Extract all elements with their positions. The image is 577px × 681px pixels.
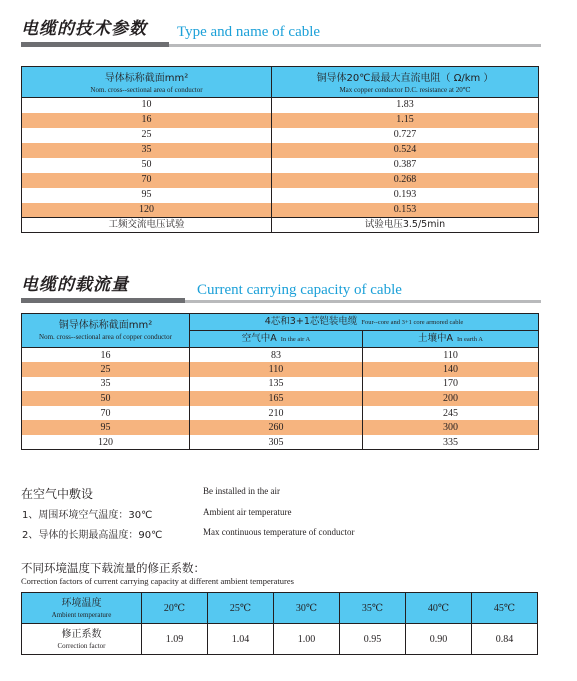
row-label-factor [22,624,142,655]
header-label-en: Nom. cross--sectional area of copper conductor [39,333,172,341]
note-ambient-temp-en: Ambient air temperature [203,507,292,517]
cell-resistance: 1.83 [272,98,539,113]
cell-area: 16 [22,113,272,128]
table-row [22,406,539,421]
cell-area: 70 [22,173,272,188]
correction-title: 不同环境温度下载流量的修正系数： [21,561,205,575]
section-title-en: Current carrying capacity of cable [197,282,402,298]
factor-cell: 1.09 [142,624,208,655]
header-cell-earth [363,331,539,348]
section-heading-capacity [21,270,541,306]
capacity-table [21,313,539,450]
cell-resistance: 0.268 [272,173,539,188]
header-label-zh: 4芯和3+1芯铠装电缆 [264,316,358,327]
cell-area: 35 [22,377,190,392]
header-label-zh: 铜导体标称截面mm² [58,320,153,331]
section-title-zh: 电缆的载流量 [21,275,129,295]
table-row [22,188,539,203]
table-row [22,435,539,450]
row-label-zh: 修正系数 [61,628,102,640]
cell-resistance: 0.153 [272,203,539,218]
table-row [22,173,539,188]
header-cell-air [190,331,363,348]
test-voltage-row [22,218,539,233]
table-row [22,348,539,363]
cell-earth: 110 [363,348,539,363]
section-heading-technical [21,14,541,50]
cell-earth: 170 [363,377,539,392]
factor-cell: 1.04 [208,624,274,655]
installation-title: 在空气中敷设 [21,487,94,501]
row-label-en: Ambient temperature [51,610,112,619]
cell-area: 95 [22,420,190,435]
header-label-en: Max copper conductor D.C. resistance at 20℃ [339,85,471,94]
cell-resistance: 0.727 [272,128,539,143]
table-row [22,158,539,173]
resistance-table [21,66,539,233]
temp-cell: 20℃ [142,593,208,624]
row-label-en: Correction factor [57,641,106,650]
cell-air: 110 [190,362,363,377]
table-row [22,113,539,128]
row-label-temperature [22,593,142,624]
cell-area: 25 [22,128,272,143]
note-ambient-temp: 1、周围环境空气温度：30℃ [22,510,153,521]
cell-area: 50 [22,391,190,406]
heading-underline-light [169,44,541,47]
temp-cell: 45℃ [472,593,538,624]
heading-underline-light [185,300,541,303]
cell-air: 210 [190,406,363,421]
temperature-row [22,593,538,624]
header-cell-area [22,314,190,348]
cell-area: 50 [22,158,272,173]
header-cell-resistance [272,67,539,98]
temp-cell: 25℃ [208,593,274,624]
header-cell-area [22,67,272,98]
header-label-zh: 铜导体20℃最最大直流电阻（ Ω/km ） [316,72,494,84]
note-conductor-temp: 2、导体的长期最高温度：90℃ [22,530,163,541]
installation-title-en: Be installed in the air [203,486,280,496]
header-label-zh: 土壤中A [418,333,453,344]
header-cell-cable-type [190,314,539,331]
heading-underline [21,298,185,303]
factor-cell: 1.00 [274,624,340,655]
test-label: 工频交流电压试验 [22,218,272,233]
cell-air: 83 [190,348,363,363]
cell-air: 135 [190,377,363,392]
cell-resistance: 1.15 [272,113,539,128]
note-conductor-temp-en: Max continuous temperature of conductor [203,527,355,537]
cell-air: 260 [190,420,363,435]
table-row [22,143,539,158]
temp-cell: 35℃ [340,593,406,624]
cell-earth: 335 [363,435,539,450]
cell-earth: 200 [363,391,539,406]
correction-table [21,592,538,655]
cell-area: 10 [22,98,272,113]
temp-cell: 30℃ [274,593,340,624]
factor-cell: 0.84 [472,624,538,655]
header-label-zh: 空气中A [241,333,277,344]
cell-earth: 245 [363,406,539,421]
cell-area: 120 [22,203,272,218]
cell-resistance: 0.193 [272,188,539,203]
table-header-row [22,67,539,98]
cell-area: 95 [22,188,272,203]
header-label-en: Four--core and 3+1 core armored cable [361,319,464,326]
row-label-zh: 环境温度 [61,597,102,609]
header-label-en: Nom. cross--sectional area of conductor [90,85,203,94]
section-title-zh: 电缆的技术参数 [21,19,147,39]
header-label-zh: 导体标称截面mm² [104,72,189,84]
correction-title-en: Correction factors of current carrying capacity at different ambient temperatures [21,576,294,586]
cell-air: 165 [190,391,363,406]
cell-earth: 300 [363,420,539,435]
cell-air: 305 [190,435,363,450]
table-row [22,128,539,143]
table-row [22,98,539,113]
cell-earth: 140 [363,362,539,377]
cell-area: 25 [22,362,190,377]
cell-resistance: 0.524 [272,143,539,158]
table-row [22,203,539,218]
cell-resistance: 0.387 [272,158,539,173]
temp-cell: 40℃ [406,593,472,624]
cell-area: 120 [22,435,190,450]
table-row [22,391,539,406]
heading-underline [21,42,169,47]
cell-area: 70 [22,406,190,421]
table-header-row [22,314,539,331]
cell-area: 35 [22,143,272,158]
section-title-en: Type and name of cable [177,24,321,40]
table-row [22,362,539,377]
factor-cell: 0.90 [406,624,472,655]
cell-area: 16 [22,348,190,363]
factor-cell: 0.95 [340,624,406,655]
test-value: 试验电压3.5/5min [272,218,539,233]
table-row [22,420,539,435]
header-label-en: In earth A [457,336,483,343]
factor-row [22,624,538,655]
header-label-en: In the air A [280,336,311,343]
table-row [22,377,539,392]
